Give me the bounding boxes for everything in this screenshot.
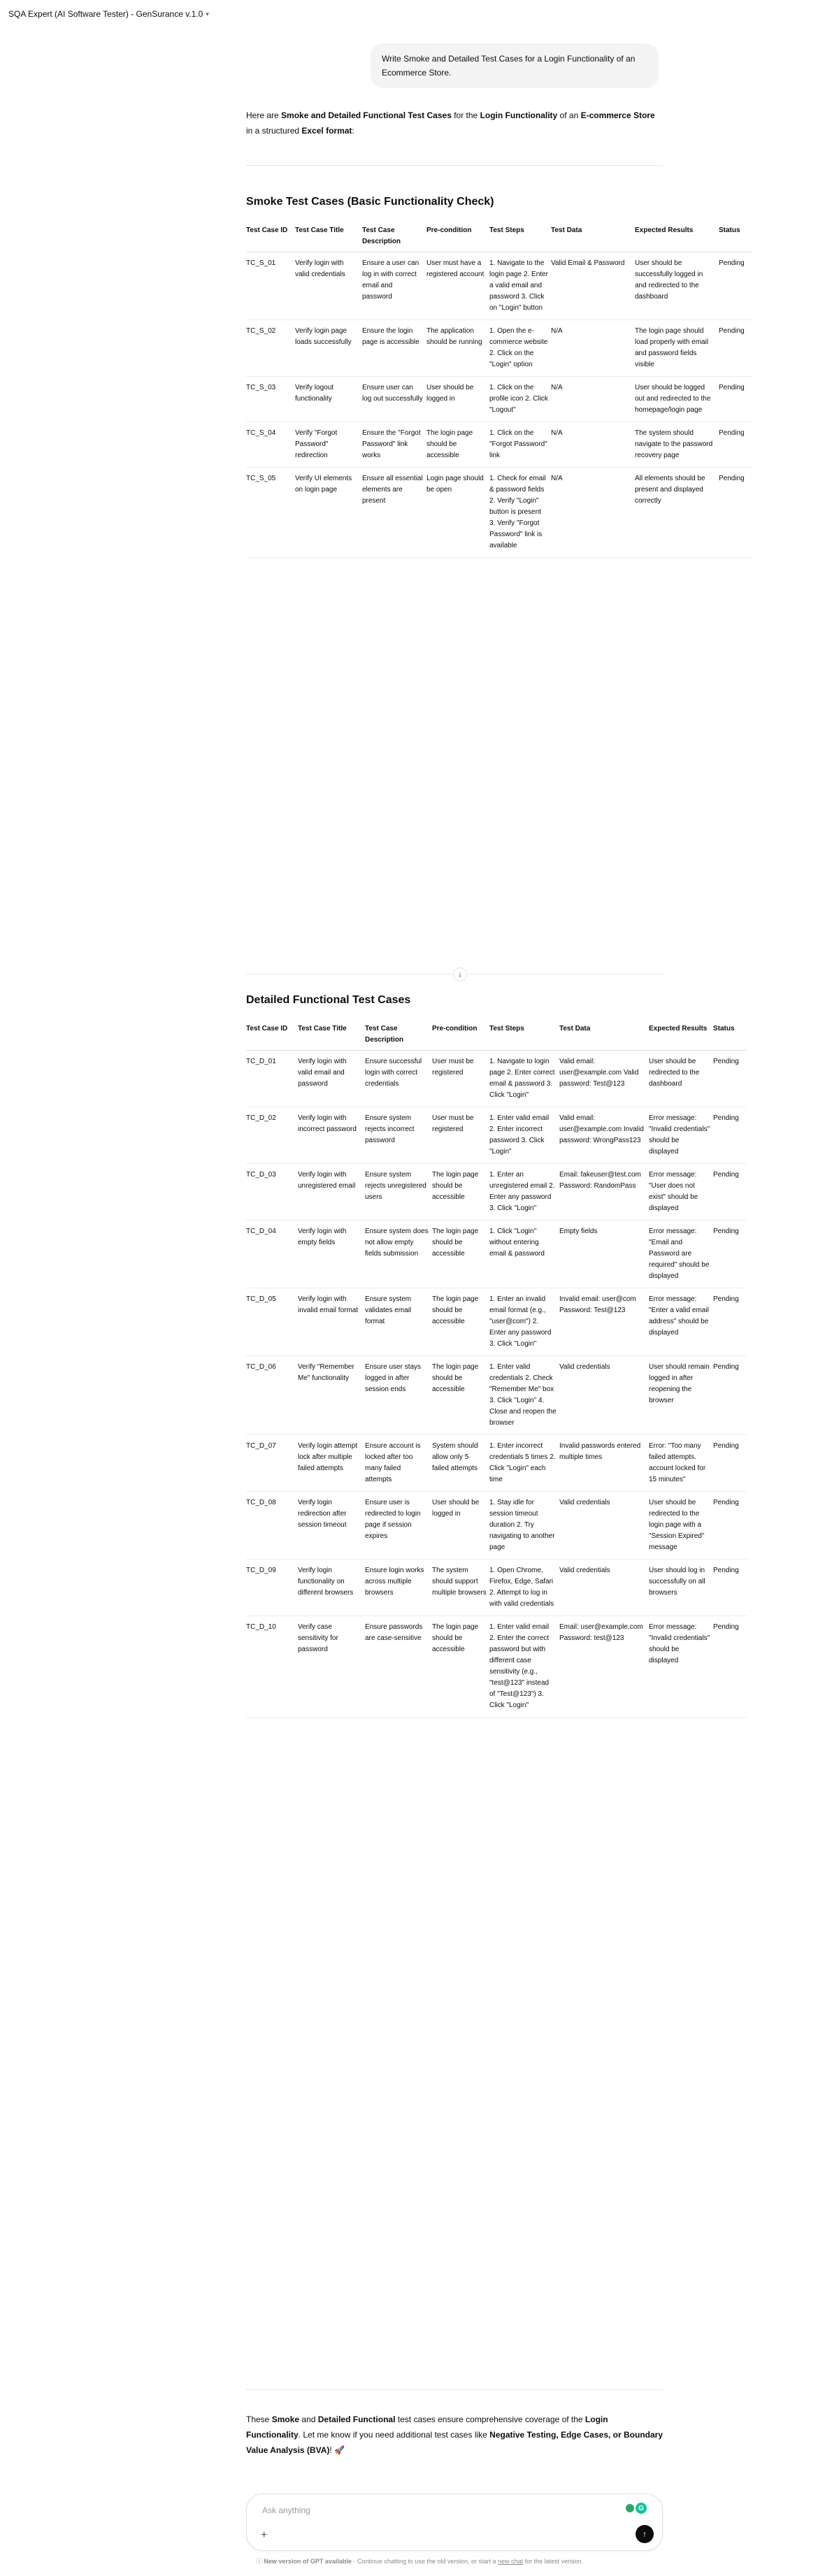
- send-button[interactable]: ↑: [636, 2525, 654, 2543]
- table-cell: Error message: "User does not exist" should be displayed: [649, 1164, 713, 1221]
- table-cell: Verify login with empty fields: [298, 1221, 365, 1288]
- table-cell: 1. Enter incorrect credentials 5 times 2. Click "Login" each time: [489, 1435, 559, 1492]
- table-cell: The login page should be accessible: [426, 422, 489, 468]
- divider: [246, 165, 663, 166]
- table-cell: Valid credentials: [559, 1356, 649, 1435]
- table-row: [246, 1560, 747, 1616]
- table-cell: Ensure system rejects incorrect password: [365, 1107, 432, 1164]
- table-cell: Verify login with incorrect password: [298, 1107, 365, 1164]
- table-cell: 1. Open the e-commerce website 2. Click on the "Login" option: [489, 320, 551, 377]
- table-cell: Verify login attempt lock after multiple failed attempts: [298, 1435, 365, 1492]
- table-cell: Verify login redirection after session timeout: [298, 1492, 365, 1560]
- table-cell: 1. Check for email & password fields 2. Verify "Login" button is present 3. Verify "Forgot Password" link is available: [489, 468, 551, 558]
- table-cell: Verify login with valid credentials: [295, 252, 362, 320]
- table-cell: Pending: [719, 468, 752, 558]
- table-cell: Pending: [713, 1435, 747, 1492]
- top-bar: [0, 0, 839, 28]
- table-cell: User should be logged in: [426, 377, 489, 422]
- table-cell: Ensure the "Forgot Password" link works: [362, 422, 426, 468]
- table-cell: TC_D_04: [246, 1221, 298, 1288]
- table-row: [246, 422, 752, 468]
- table-cell: Verify login with valid email and password: [298, 1051, 365, 1107]
- table-cell: Verify login functionality on different browsers: [298, 1560, 365, 1616]
- table-cell: User must have a registered account: [426, 252, 489, 320]
- model-selector[interactable]: [8, 9, 209, 19]
- message-input[interactable]: Ask anything: [262, 2505, 310, 2515]
- table-cell: TC_S_05: [246, 468, 295, 558]
- version-notice: ⓘ New version of GPT available - Continue chatting to use the old version, or start a new chat for the latest version.: [255, 2558, 584, 2565]
- table-cell: TC_S_01: [246, 252, 295, 320]
- table-cell: 1. Enter valid email 2. Enter incorrect password 3. Click "Login": [489, 1107, 559, 1164]
- table-cell: Verify logout functionality: [295, 377, 362, 422]
- table-cell: All elements should be present and displayed correctly: [635, 468, 719, 558]
- table-cell: 1. Click on the profile icon 2. Click "Logout": [489, 377, 551, 422]
- info-icon: ⓘ: [255, 2558, 264, 2565]
- table-cell: Verify "Forgot Password" redirection: [295, 422, 362, 468]
- table-cell: 1. Navigate to the login page 2. Enter a valid email and password 3. Click on "Login" button: [489, 252, 551, 320]
- table-cell: Verify login with invalid email format: [298, 1288, 365, 1356]
- table-cell: System should allow only 5 failed attempts: [432, 1435, 489, 1492]
- table-cell: Error: "Too many failed attempts. account locked for 15 minutes": [649, 1435, 713, 1492]
- table-cell: User should be redirected to the dashboard: [649, 1051, 713, 1107]
- divider: [246, 2389, 663, 2390]
- column-header: Test Data: [551, 222, 635, 252]
- table-cell: Ensure passwords are case-sensitive: [365, 1616, 432, 1718]
- table-cell: Error message: "Enter a valid email address" should be displayed: [649, 1288, 713, 1356]
- table-cell: The system should support multiple browsers: [432, 1560, 489, 1616]
- column-header: Status: [713, 1021, 747, 1051]
- table-cell: 1. Navigate to login page 2. Enter correct email & password 3. Click "Login": [489, 1051, 559, 1107]
- table-cell: User should be successfully logged in and redirected to the dashboard: [635, 252, 719, 320]
- table-cell: User must be registered: [432, 1107, 489, 1164]
- table-cell: 1. Enter valid email 2. Enter the correct password but with different case sensitivity (e.g., "test@123" instead of "Test@123") 3. Click "Login": [489, 1616, 559, 1718]
- table-row: [246, 1051, 747, 1107]
- column-header: Test Case ID: [246, 1021, 298, 1051]
- table-cell: Valid credentials: [559, 1492, 649, 1560]
- column-header: Test Steps: [489, 222, 551, 252]
- table-row: [246, 468, 752, 558]
- table-cell: Verify login page loads successfully: [295, 320, 362, 377]
- column-header: Test Case Title: [298, 1021, 365, 1051]
- table-row: [246, 252, 752, 320]
- table-cell: User must be registered: [432, 1051, 489, 1107]
- table-cell: User should be redirected to the login page with a "Session Expired" message: [649, 1492, 713, 1560]
- table-cell: 1. Open Chrome, Firefox, Edge, Safari 2. Attempt to log in with valid credentials: [489, 1560, 559, 1616]
- plus-icon[interactable]: +: [261, 2529, 268, 2541]
- table-cell: Invalid email: user@com Password: Test@123: [559, 1288, 649, 1356]
- grammarly-icon[interactable]: G: [636, 2503, 647, 2514]
- table-cell: Error message: "Invalid credentials" should be displayed: [649, 1107, 713, 1164]
- table-cell: 1. Enter valid credentials 2. Check "Remember Me" box 3. Click "Login" 4. Close and reopen the browser: [489, 1356, 559, 1435]
- table-row: [246, 1616, 747, 1718]
- table-cell: Ensure account is locked after too many failed attempts: [365, 1435, 432, 1492]
- table-cell: Valid Email & Password: [551, 252, 635, 320]
- table-row: [246, 1164, 747, 1221]
- table-cell: The login page should be accessible: [432, 1221, 489, 1288]
- message-composer: [246, 2494, 663, 2551]
- table-cell: 1. Click on the "Forgot Password" link: [489, 422, 551, 468]
- extension-icon[interactable]: [626, 2504, 634, 2512]
- app-title: SQA Expert (AI Software Tester) - GenSurance v.1.0: [8, 9, 203, 19]
- table-cell: The login page should be accessible: [432, 1616, 489, 1718]
- column-header: Pre-condition: [426, 222, 489, 252]
- table-row: [246, 1492, 747, 1560]
- table-cell: Valid credentials: [559, 1560, 649, 1616]
- outro-paragraph: These Smoke and Detailed Functional test cases ensure comprehensive coverage of the Login Functionality. Let me know if you need additional test cases like Negative Testing, Edge Cases, or Boundary Value Analysis (BVA)! 🚀: [246, 2415, 664, 2455]
- table-cell: 1. Stay idle for session timeout duration 2. Try navigating to another page: [489, 1492, 559, 1560]
- table-cell: 1. Enter an invalid email format (e.g., "user@com") 2. Enter any password 3. Click "Login": [489, 1288, 559, 1356]
- table-row: [246, 1356, 747, 1435]
- table-cell: Ensure user is redirected to login page if session expires: [365, 1492, 432, 1560]
- table-cell: Verify "Remember Me" functionality: [298, 1356, 365, 1435]
- table-cell: TC_D_09: [246, 1560, 298, 1616]
- table-cell: The application should be running: [426, 320, 489, 377]
- table-cell: Invalid passwords entered multiple times: [559, 1435, 649, 1492]
- table-cell: Pending: [713, 1616, 747, 1718]
- table-cell: Ensure system does not allow empty fields submission: [365, 1221, 432, 1288]
- table-cell: The login page should load properly with email and password fields visible: [635, 320, 719, 377]
- table-cell: Ensure user stays logged in after session ends: [365, 1356, 432, 1435]
- column-header: Expected Results: [649, 1021, 713, 1051]
- table-cell: TC_D_02: [246, 1107, 298, 1164]
- table-cell: TC_D_08: [246, 1492, 298, 1560]
- arrow-down-icon[interactable]: ↓: [453, 967, 467, 981]
- table-cell: User should remain logged in after reopening the browser: [649, 1356, 713, 1435]
- column-header: Test Case Title: [295, 222, 362, 252]
- table-cell: TC_S_03: [246, 377, 295, 422]
- table-row: [246, 320, 752, 377]
- column-header: Test Data: [559, 1021, 649, 1051]
- table-cell: N/A: [551, 320, 635, 377]
- table-cell: N/A: [551, 422, 635, 468]
- table-row: [246, 1221, 747, 1288]
- table-cell: TC_S_04: [246, 422, 295, 468]
- table-cell: TC_D_06: [246, 1356, 298, 1435]
- table-cell: Ensure login works across multiple browsers: [365, 1560, 432, 1616]
- column-header: Test Case Description: [362, 222, 426, 252]
- table-cell: Pending: [713, 1051, 747, 1107]
- table-row: [246, 1107, 747, 1164]
- table-cell: The system should navigate to the password recovery page: [635, 422, 719, 468]
- table-cell: Pending: [713, 1221, 747, 1288]
- column-header: Test Case Description: [365, 1021, 432, 1051]
- table-cell: TC_D_03: [246, 1164, 298, 1221]
- user-message: Write Smoke and Detailed Test Cases for a Login Functionality of an Ecommerce Store.: [371, 43, 659, 88]
- table-cell: Ensure a user can log in with correct email and password: [362, 252, 426, 320]
- table-cell: Error message: "Invalid credentials" should be displayed: [649, 1616, 713, 1718]
- table-cell: Ensure all essential elements are present: [362, 468, 426, 558]
- table-cell: Empty fields: [559, 1221, 649, 1288]
- table-cell: Ensure user can log out successfully: [362, 377, 426, 422]
- table-cell: Ensure system rejects unregistered users: [365, 1164, 432, 1221]
- table-cell: Login page should be open: [426, 468, 489, 558]
- column-header: Expected Results: [635, 222, 719, 252]
- table-cell: Pending: [719, 377, 752, 422]
- new-chat-link[interactable]: new chat: [498, 2558, 524, 2565]
- table-cell: The login page should be accessible: [432, 1356, 489, 1435]
- table-cell: Pending: [713, 1288, 747, 1356]
- table-cell: N/A: [551, 377, 635, 422]
- table-cell: TC_D_07: [246, 1435, 298, 1492]
- table-cell: Ensure successful login with correct credentials: [365, 1051, 432, 1107]
- table-row: [246, 1288, 747, 1356]
- column-header: Test Case ID: [246, 222, 295, 252]
- table-cell: 1. Enter an unregistered email 2. Enter any password 3. Click "Login": [489, 1164, 559, 1221]
- table-cell: TC_D_05: [246, 1288, 298, 1356]
- table-cell: Verify case sensitivity for password: [298, 1616, 365, 1718]
- table-cell: TC_D_01: [246, 1051, 298, 1107]
- table-cell: Pending: [713, 1356, 747, 1435]
- table-cell: Ensure the login page is accessible: [362, 320, 426, 377]
- table-cell: The login page should be accessible: [432, 1164, 489, 1221]
- table-cell: Valid email: user@example.com Invalid password: WrongPass123: [559, 1107, 649, 1164]
- column-header: Status: [719, 222, 752, 252]
- table-cell: TC_S_02: [246, 320, 295, 377]
- smoke-heading: Smoke Test Cases (Basic Functionality Check): [246, 196, 494, 208]
- table-cell: Valid email: user@example.com Valid password: Test@123: [559, 1051, 649, 1107]
- intro-paragraph: Here are Smoke and Detailed Functional Test Cases for the Login Functionality of an E-commerce Store in a structured Excel format:: [246, 110, 655, 136]
- table-cell: User should log in successfully on all browsers: [649, 1560, 713, 1616]
- column-header: Test Steps: [489, 1021, 559, 1051]
- table-cell: 1. Click "Login" without entering email & password: [489, 1221, 559, 1288]
- table-cell: Email: fakeuser@test.com Password: RandomPass: [559, 1164, 649, 1221]
- chevron-down-icon: ▾: [206, 10, 209, 17]
- table-cell: User should be logged in: [432, 1492, 489, 1560]
- table-cell: Ensure system validates email format: [365, 1288, 432, 1356]
- table-cell: Pending: [713, 1560, 747, 1616]
- column-header: Pre-condition: [432, 1021, 489, 1051]
- table-cell: Pending: [713, 1164, 747, 1221]
- table-cell: Error message: "Email and Password are required" should be displayed: [649, 1221, 713, 1288]
- table-row: [246, 377, 752, 422]
- table-cell: Pending: [719, 252, 752, 320]
- table-cell: Pending: [713, 1492, 747, 1560]
- table-cell: User should be logged out and redirected to the homepage/login page: [635, 377, 719, 422]
- table-cell: Verify UI elements on login page: [295, 468, 362, 558]
- smoke-test-table: [246, 222, 752, 558]
- detailed-test-table: [246, 1021, 747, 1718]
- table-cell: Verify login with unregistered email: [298, 1164, 365, 1221]
- detailed-heading: Detailed Functional Test Cases: [246, 994, 411, 1006]
- table-row: [246, 1435, 747, 1492]
- table-cell: TC_D_10: [246, 1616, 298, 1718]
- table-cell: Email: user@example.com Password: test@123: [559, 1616, 649, 1718]
- table-cell: The login page should be accessible: [432, 1288, 489, 1356]
- table-cell: Pending: [719, 422, 752, 468]
- table-cell: Pending: [713, 1107, 747, 1164]
- table-cell: Pending: [719, 320, 752, 377]
- table-cell: N/A: [551, 468, 635, 558]
